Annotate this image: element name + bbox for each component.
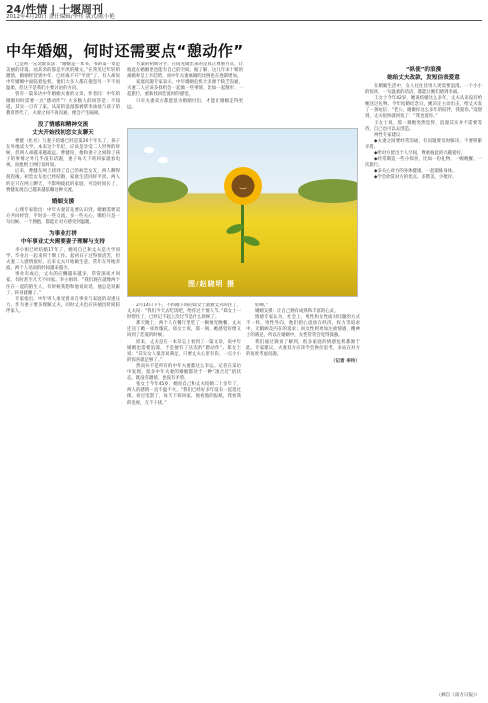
paragraph: 方案的初期分手，在间先做出来的是真正尊重方式，让彼此在婚姻里也能有自己的空间。据了解，这几年来十堰的离婚率呈上升趋势，而中年夫妻离婚的比例也在逐渐增加。 [127,62,243,80]
paragraph: 王女士今年42岁，她说结婚这么多年，丈夫从来没有给她送过礼物。今年结婚纪念日，她决定主动出击，给丈夫发了一条短信：“老公，谢谢你这么多年的陪伴，我爱你。”没想到，丈夫很快就回复了：“我也爱你。” [365,96,482,120]
section-label: 24/性情 | 十堰周刊 [6,3,104,16]
paragraph: 然而并不是所有的中年夫妻都这么幸运。记者在采访中发现，很多中年夫妻的婚姻都处于一种“凑合过”的状态，既没有激情，也没有矛盾。 [127,363,241,382]
bird-shape [144,147,154,153]
paragraph: ◆经常制造一些小惊喜，比如一份礼物、一顿晚餐、一次旅行。 [365,157,482,169]
paragraph: ◆学会欣赏对方的优点，多赞美，少批评。 [374,175,457,181]
paragraph: 心理专家指出：中年夫妻首先要认识到，婚姻需要双方共同经营，平时多一些交流，多一些关心，哪怕只是一句问候、一个拥抱，都能让对方感受到温暖。 [6,207,120,225]
article-column-2-top [127,62,243,124]
paragraph: ◆夫妻之间要经常沟通，有问题要及时解决，不要积累矛盾。 [365,138,482,150]
subheading: 婚姻支援 [51,198,75,205]
paragraph: 专家指出，中年男人承受着来自事业与家庭的双重压力，作为妻子要多理解丈夫，同时丈夫也应该抽出时间陪伴家人。 [6,296,120,314]
paragraph: 2月14日下午，不料刚下班的郑女士就被丈夫叫住了，丈夫说：“我们今天去吃饭吧，给你过个情人节。”郑女士一时愣住了，已经记不起上次过节是什么时候了。 [127,303,241,321]
paragraph: 在婚姻生活中，女人往往比男人更需要浪漫。一个小小的惊喜，一句温柔的话语，都能让她们感到幸福。 [365,84,482,96]
paragraph: 已是初一兄北职员法：“婚姻是一本书，书的第一章是美丽的诗篇，而其余的都是平淡的散文。”在常见过年轻的激情，婚姻经营到中年，已经离不开“平淡”了。有人却说中年婚姻中面临着危机，他们大多人都在抱怨另一半不再温柔，但这不是我们主要讨论的方向。 [6,62,120,92]
issue-info: 2012年4月20日 责任编辑/李玲 版式/陈小艳 [6,14,115,20]
paragraph: 曾有一篇采访中年婚姻夫妻的文章，作者问：中年的婚姻何时需要一点“憩动作”？大多数人的回答是：不知道。其实一旦有了家，从前的浪漫都被柴米油盐与孩子的教育替代了，夫妻之间不再沟通，便会产生隔阂。 [6,92,120,116]
section-number: 24 [6,3,22,16]
paragraph: ◆给对方留出个人空间，尊重彼此的兴趣爱好。 [374,151,466,157]
tree-shape [128,177,188,203]
subheading: 没了情感和精神交流 丈夫开始找初恋女友聊天 [32,121,94,136]
sunflower-field-photo [127,128,358,297]
article-column-2 [127,303,241,699]
section-name: 性情 [25,3,48,16]
subheading: 为事业打拼 中年事业丈夫需要妻子理解与支持 [21,230,105,245]
paragraph: ◆多关心对方的身体健康，一起锻炼身体。 [374,169,457,175]
article-column-4 [365,62,482,688]
paragraph: 家庭问题专家表示，中年婚姻危机大多源于缺乏沟通，夫妻二人应该多找机会一起做一些事情，比如一起散步、一起旅行，重新找回恋爱时的感觉。 [127,80,243,98]
subheading: “纵使”的浪漫 她给丈夫改款，发短信表爱意 [387,67,460,81]
article-column-1 [6,62,120,698]
paragraph: 我们通过调查了解到，很多家庭的情感危机都源于此。专家建议，夫妻双方应该学会换位思考，多站在对方的角度考虑问题。 [246,339,360,357]
tree-shape [298,179,358,203]
paragraph: 张女士今年45岁，她说自己和丈夫结婚二十多年了，两人的感情一直不温不火。“我们已经好多年没有一起逛过街、看过电影了，每天下班回家，他看他的报纸，我看我的电视，互不干扰。” [127,382,241,406]
paragraph: 原来，丈夫是在一本杂志上看到了一篇文章，说中年婚姻也需要浪漫，于是便有了这次的“憩动作”。郑女士说：“其实女人很容易满足，只要丈夫心里有你，一点小小的惊喜就足够了。” [127,339,241,363]
paragraph: 事业有成后，丈夫的应酬越来越多，常常深夜才回家，有时甚至几天不回家。李小姐说：“我们现在就像两个住在一起的陌生人，有时候我想和他说说话，他总是说累了，转身就睡了。” [6,272,120,296]
column-name: 十堰周刊 [59,3,104,16]
paragraph: 王女士说，那一刻她突然觉得，浪漫其实并不需要等待，自己也可以去创造。 [365,120,482,132]
paragraph: 李小姐已经结婚17年了，她说自己和丈夫是大学同学，毕业后一起来到十堰工作。起初日子过得很清苦，但夫妻二人感情很好。后来丈夫开始做生意，常年在外地奔波，两个人见面的时间越来越少。 [6,247,120,272]
flower-stem [241,203,244,263]
paragraph: 曹健（化名）与妻子结婚已经是第20个年头了，孩子在外地读大学。本来这个年纪，应该是享受二人世界的时候，但两人却越来越疏远。曹健说，他和妻子之间除了孩子的事情之外几乎没有话题，妻子每天下班回家就看电视，而他则上网打发时间。 [6,138,120,169]
paragraph: 好啊。” [255,303,269,308]
page-header [6,1,482,23]
paragraph: 情感专家认为，社会上，男性和女性面对问题的方式不一样。男性外向，他们把心思放在经济、权力等追求中，无暇顾及内在的追求；而女性则更加注重情感、精神上的满足。所以在婚姻中，女性常常会觉得孤独。 [246,315,360,339]
article-column-3 [246,303,360,699]
paragraph: 后来，曹健在网上找到了自己的初恋女友，两人聊得很投缘。初恋女友也已经结婚，家庭生活同样平淡。两人约定只在网上聊天，不影响彼此的家庭，可是时间长了，曹健发现自己越来越依赖这种交流。 [6,169,120,193]
byline: （记者 李玲） [330,358,360,364]
article-title: 中年婚姻，何时还需要点“憩动作” [6,42,244,60]
photo-caption: 图/赵晓明 摄 [188,280,235,288]
paragraph: 婚姻支援：让自己拥有成熟和丰富的心灵。 [255,309,339,315]
paragraph: 那天晚上，两个人在餐厅里吃了一顿烛光晚餐，丈夫还送了她一束玫瑰花。郑女士说，那一刻，她感觉好像又回到了恋爱的时候。 [127,321,241,339]
header-divider [6,20,482,21]
bird-shape [158,157,168,163]
paragraph: 只有夫妻双方都愿意为婚姻付出，才能让婚姻走得更远。 [127,98,243,110]
source-note: （摘自《南方日报》） [436,693,480,698]
leaf-shape [241,234,261,248]
paragraph: 两性专家建议： [374,132,405,138]
sunflower-icon: ‿ [224,167,262,205]
